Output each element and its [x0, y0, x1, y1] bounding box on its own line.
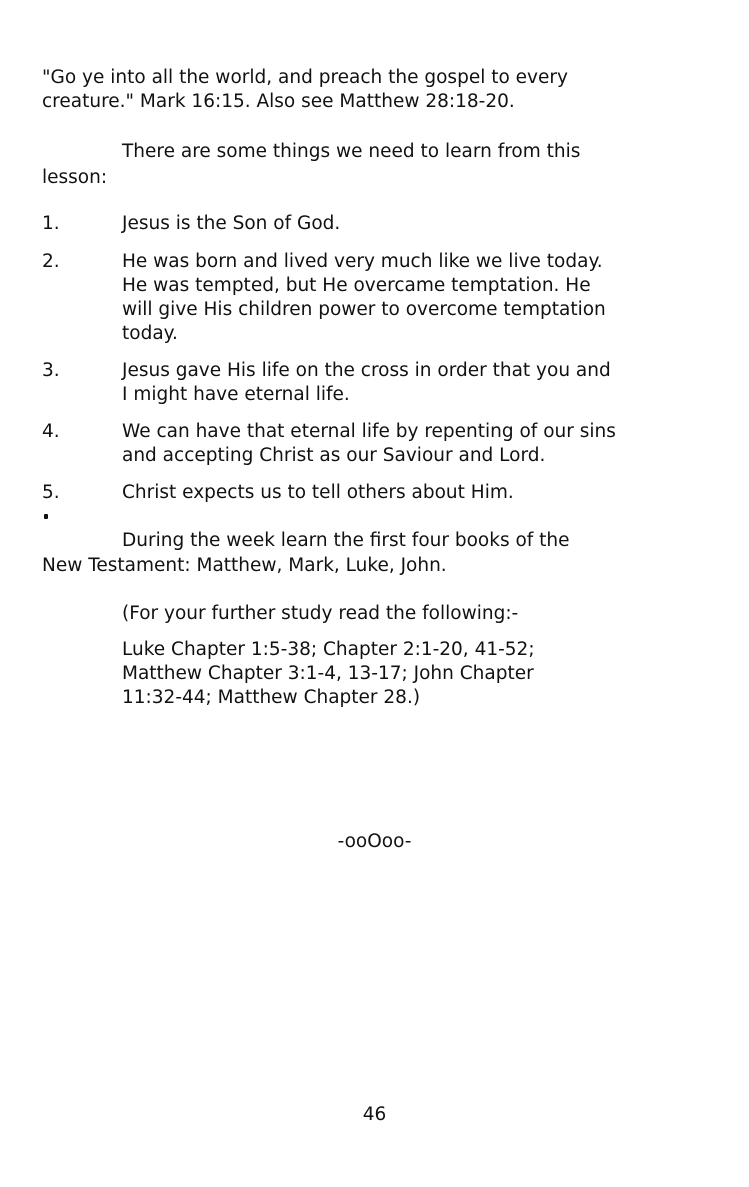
list-item-number: 3.: [42, 360, 60, 381]
list-item-number: 5.: [42, 482, 60, 503]
list-item-line: I might have eternal life.: [122, 384, 350, 405]
list-item-line: Jesus gave His life on the cross in order that you and: [122, 360, 611, 381]
list-item-line: He was born and lived very much like we live today.: [122, 251, 603, 272]
opening-quote-line: "Go ye into all the world, and preach the gospel to every: [42, 67, 568, 88]
stray-dot-mark: [44, 514, 48, 519]
reference-line: Matthew Chapter 3:1-4, 13-17; John Chapter: [122, 663, 534, 684]
list-item-text: [122, 420, 616, 468]
intro-line: lesson:: [42, 167, 108, 188]
section-ornament: -ooOoo-: [337, 831, 412, 852]
list-item-line: and accepting Christ as our Saviour and Lord.: [122, 445, 546, 466]
list-item-text: [122, 481, 514, 505]
assignment-paragraph: [0, 529, 749, 579]
list-item-text: [122, 359, 611, 407]
list-item-text: [122, 212, 340, 236]
list-item-number: 4.: [42, 421, 60, 442]
intro-line: There are some things we need to learn from this: [122, 141, 581, 162]
reference-line: Luke Chapter 1:5-38; Chapter 2:1-20, 41-52;: [122, 639, 535, 660]
further-study-references: [122, 638, 535, 710]
list-item-line: He was tempted, but He overcame temptation. He: [122, 275, 591, 296]
list-item-line: today.: [122, 323, 178, 344]
assignment-line: New Testament: Matthew, Mark, Luke, John.: [42, 555, 447, 576]
assignment-line: During the week learn the first four books of the: [122, 530, 570, 551]
reference-line: 11:32-44; Matthew Chapter 28.): [122, 687, 421, 708]
list-item-text: [122, 250, 606, 346]
list-item-line: Christ expects us to tell others about Him.: [122, 482, 514, 503]
list-item-number: 1.: [42, 213, 60, 234]
opening-quote-line: creature." Mark 16:15. Also see Matthew 28:18-20.: [42, 91, 515, 112]
list-item-line: will give His children power to overcome temptation: [122, 299, 606, 320]
list-item-number: 2.: [42, 251, 60, 272]
page-number: 46: [362, 1104, 387, 1125]
intro-paragraph: [0, 140, 749, 190]
list-item-line: Jesus is the Son of God.: [122, 213, 341, 234]
opening-quote: [42, 66, 568, 114]
further-study-heading: (For your further study read the following:-: [122, 603, 519, 624]
list-item-line: We can have that eternal life by repenting of our sins: [122, 421, 616, 442]
